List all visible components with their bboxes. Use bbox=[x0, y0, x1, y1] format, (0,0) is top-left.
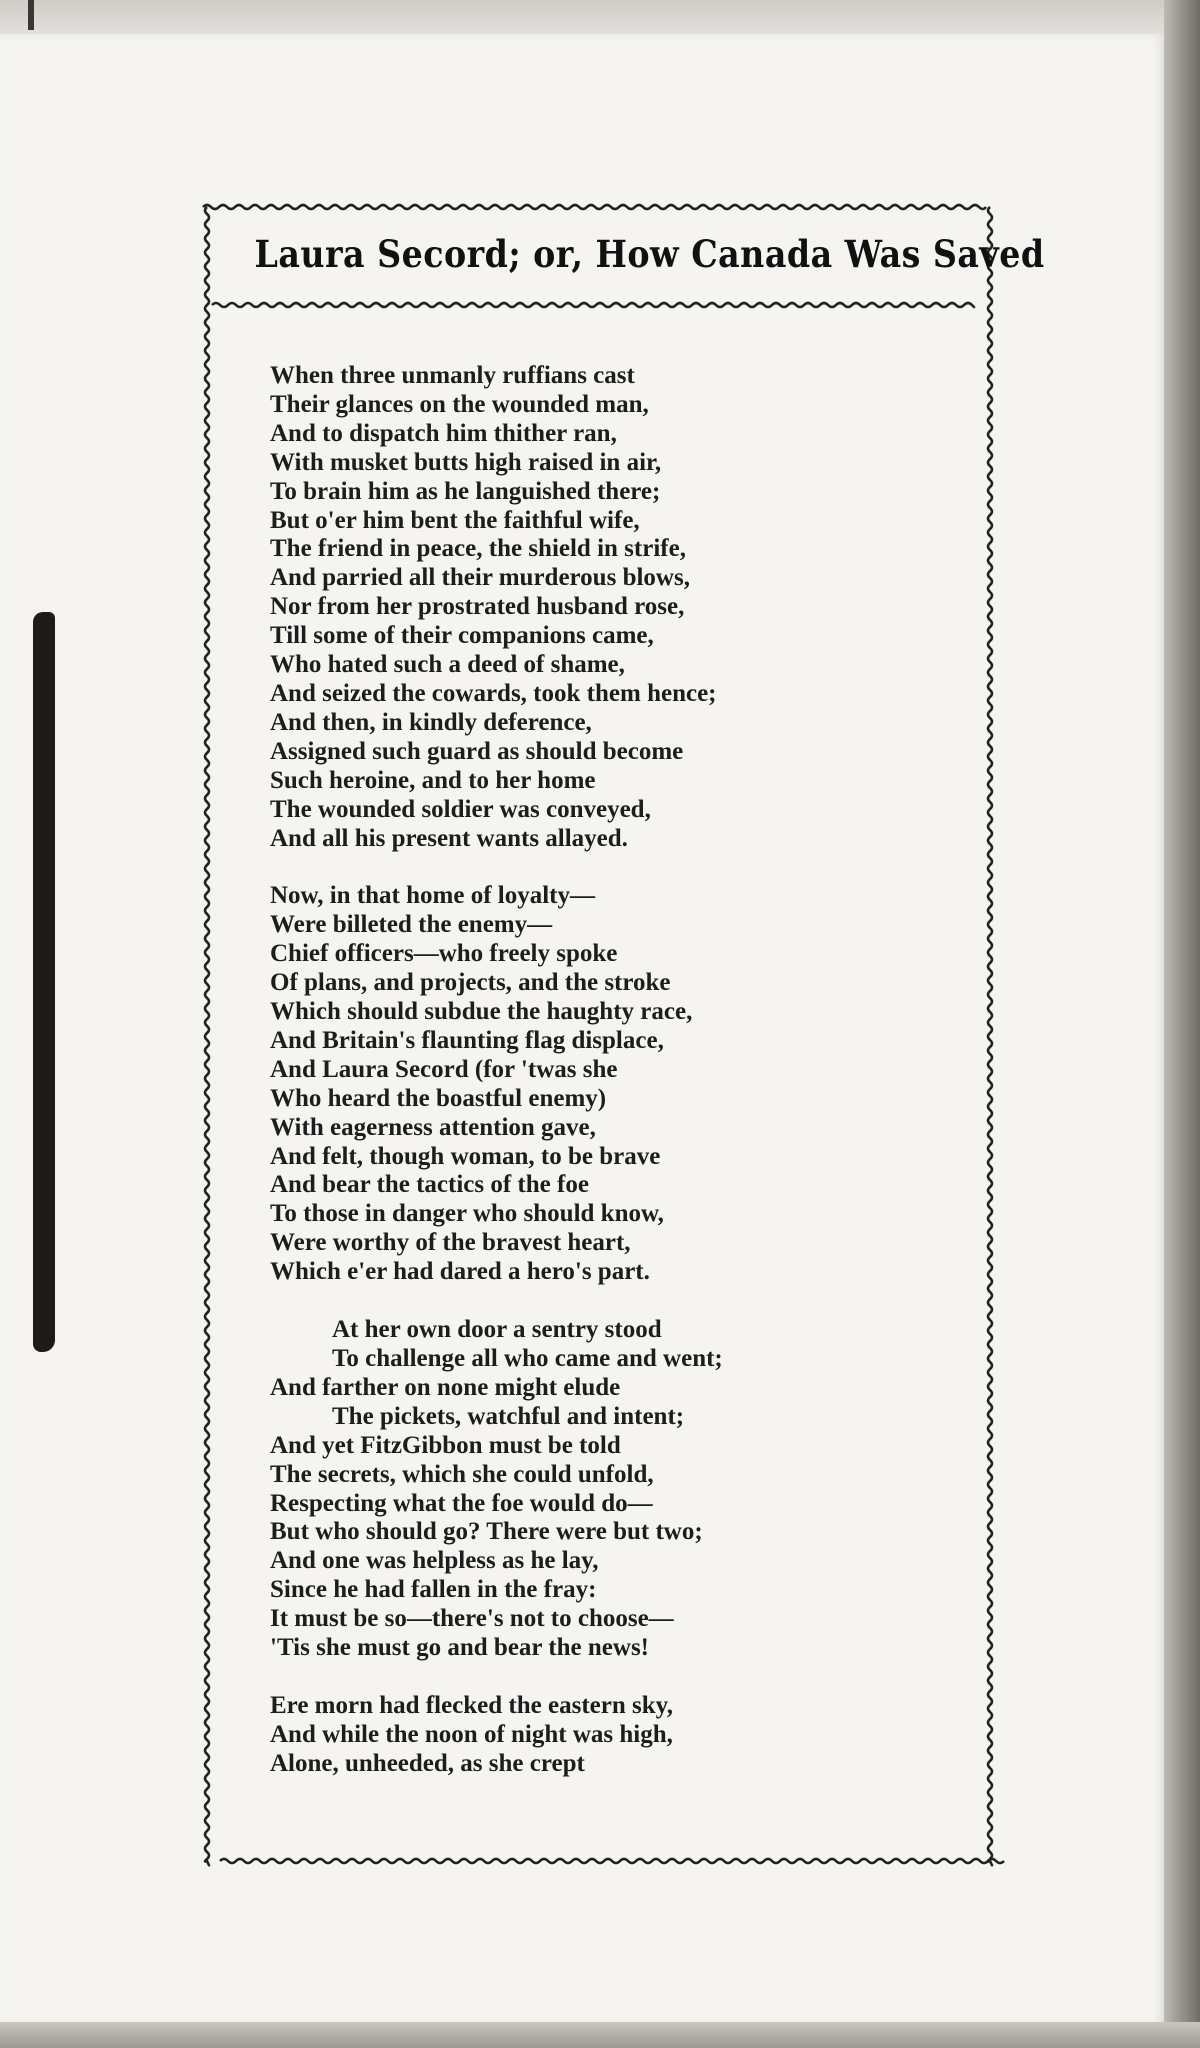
poem-line: Of plans, and projects, and the stroke bbox=[270, 969, 671, 997]
poem-line: And felt, though woman, to be brave bbox=[270, 1142, 661, 1170]
frame-bottom-border bbox=[220, 1859, 1004, 1863]
poem-line: Ere morn had flecked the eastern sky, bbox=[270, 1691, 673, 1719]
poem-line: And to dispatch him thither ran, bbox=[270, 419, 617, 447]
poem-line: Which e'er had dared a hero's part. bbox=[270, 1258, 650, 1286]
frame-top-border bbox=[203, 205, 986, 209]
poem-line: 'Tis she must go and bear the news! bbox=[270, 1634, 649, 1662]
poem-line: And Britain's flaunting flag displace, bbox=[270, 1026, 664, 1054]
poem-line: Were worthy of the bravest heart, bbox=[270, 1229, 631, 1257]
poem-line: Now, in that home of loyalty— bbox=[270, 882, 595, 910]
poem-line: And seized the cowards, took them hence; bbox=[270, 679, 717, 707]
stanza-3 bbox=[270, 1316, 910, 1663]
stanza-2 bbox=[270, 882, 910, 1287]
poem-line: Their glances on the wounded man, bbox=[270, 390, 649, 418]
poem-line: And while the noon of night was high, bbox=[270, 1720, 673, 1748]
poem-line: And one was helpless as he lay, bbox=[270, 1547, 599, 1575]
poem-line: And Laura Secord (for 'twas she bbox=[270, 1055, 618, 1083]
poem-line: To those in danger who should know, bbox=[270, 1200, 664, 1228]
poem-line: With musket butts high raised in air, bbox=[270, 448, 662, 476]
poem-line: And parried all their murderous blows, bbox=[270, 564, 690, 592]
poem-line: The wounded soldier was conveyed, bbox=[270, 795, 651, 823]
poem-line: Which should subdue the haughty race, bbox=[270, 998, 693, 1026]
frame-left-border bbox=[205, 207, 209, 1865]
poem-line: And farther on none might elude bbox=[270, 1373, 621, 1401]
poem-body bbox=[270, 362, 910, 1808]
poem-line: Respecting what the foe would do— bbox=[270, 1489, 653, 1517]
frame-right-border bbox=[988, 207, 992, 1865]
poem-line: But o'er him bent the faithful wife, bbox=[270, 506, 640, 534]
poem-line: The pickets, watchful and intent; bbox=[332, 1402, 685, 1430]
poem-line: The secrets, which she could unfold, bbox=[270, 1460, 654, 1488]
poem-line: Such heroine, and to her home bbox=[270, 766, 596, 794]
poem-line: To challenge all who came and went; bbox=[332, 1345, 723, 1372]
poem-title: Laura Secord; or, How Canada Was Saved bbox=[254, 232, 1045, 276]
title-underline-border bbox=[212, 303, 974, 307]
poem-line: Nor from her prostrated husband rose, bbox=[270, 593, 685, 621]
stanza-1 bbox=[270, 362, 910, 853]
poem-line: At her own door a sentry stood bbox=[332, 1316, 662, 1344]
poem-line: It must be so—there's not to choose— bbox=[270, 1605, 674, 1633]
poem-line: Since he had fallen in the fray: bbox=[270, 1576, 597, 1604]
poem-line: And all his present wants allayed. bbox=[270, 824, 628, 852]
poem-line: Who heard the boastful enemy) bbox=[270, 1084, 607, 1112]
poem-line: And then, in kindly deference, bbox=[270, 708, 592, 736]
poem-line: And yet FitzGibbon must be told bbox=[270, 1431, 621, 1459]
poem-line: Chief officers—who freely spoke bbox=[270, 940, 618, 968]
poem-line: With eagerness attention gave, bbox=[270, 1113, 596, 1141]
poem-line: Till some of their companions came, bbox=[270, 622, 654, 650]
poem-line: But who should go? There were but two; bbox=[270, 1518, 703, 1546]
stanza-4 bbox=[270, 1692, 910, 1779]
poem-line: And bear the tactics of the foe bbox=[270, 1171, 589, 1199]
poem-line: Were billeted the enemy— bbox=[270, 911, 553, 939]
poem-line: Alone, unheeded, as she crept bbox=[270, 1749, 585, 1777]
poem-line: Who hated such a deed of shame, bbox=[270, 651, 625, 679]
poem-line: Assigned such guard as should become bbox=[270, 737, 684, 765]
poem-line: The friend in peace, the shield in strife, bbox=[270, 535, 686, 563]
poem-line: To brain him as he languished there; bbox=[270, 477, 661, 505]
poem-line: When three unmanly ruffians cast bbox=[270, 362, 635, 389]
